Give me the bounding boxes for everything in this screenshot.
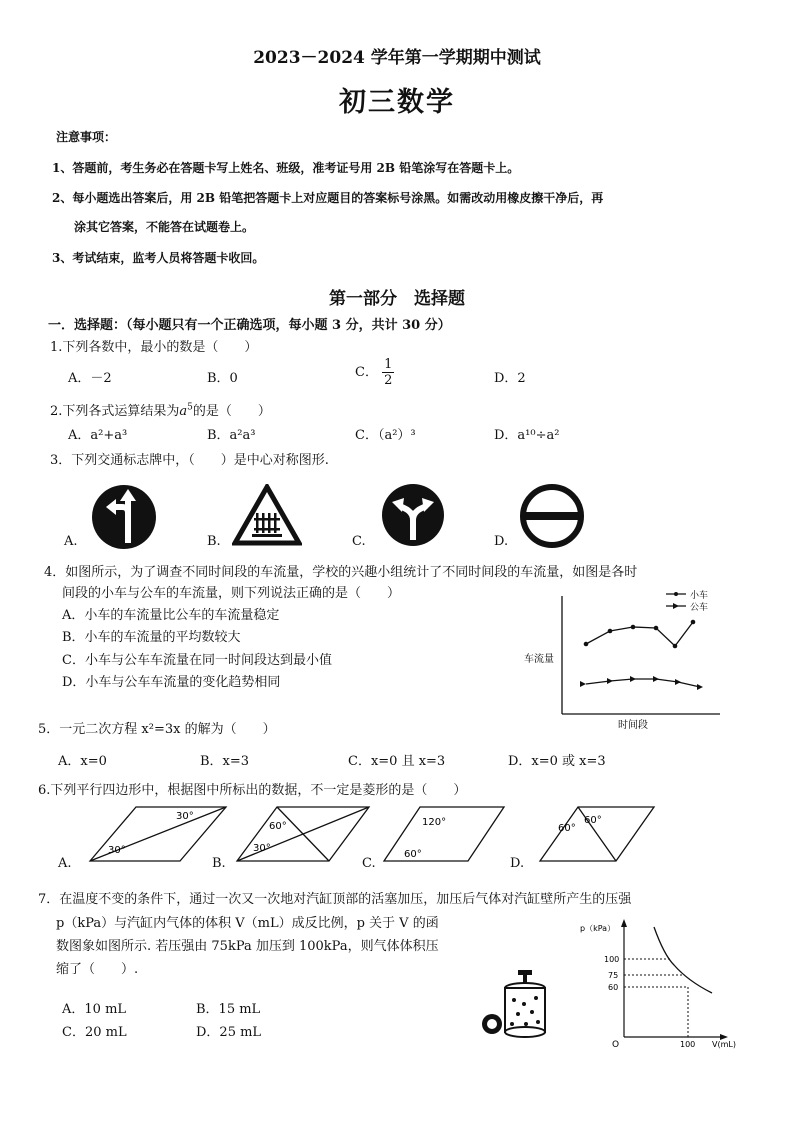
bus-point: [653, 676, 659, 682]
q5-option-c: C．x=0 且 x=3: [348, 754, 446, 769]
q2-option-b: B．a²a³: [207, 428, 256, 443]
angle-label: 30°: [176, 811, 194, 822]
railway-warning-sign-icon: [232, 484, 302, 546]
car-point: [654, 626, 659, 631]
q7-option-c: C．20 mL: [62, 1025, 127, 1040]
note-3: 3、考试结束，监考人员将答题卡收回。: [52, 251, 265, 265]
graph-y-arrow: [621, 919, 627, 927]
q3-option-b: B.: [207, 534, 221, 549]
q6-option-b: B.: [212, 856, 226, 871]
graph-x-label: V(mL): [712, 1040, 736, 1049]
parallelogram-d: [536, 803, 660, 865]
angle-label: 120°: [422, 817, 447, 828]
angle-label: 30°: [108, 845, 126, 856]
parallelogram-c: [380, 803, 510, 865]
legend-car-label: 小车: [690, 591, 709, 601]
section-intro: 一．选择题：（每小题只有一个正确选项，每小题 3 分，共计 30 分）: [48, 318, 451, 333]
q5-stem: 5．一元二次方程 x²=3x 的解为（ ）: [38, 722, 276, 737]
q2-stem: [50, 400, 271, 419]
car-point: [691, 620, 696, 625]
graph-tick-x100: 100: [680, 1040, 696, 1049]
q6-option-d: D.: [510, 856, 525, 871]
car-series-line: [586, 622, 693, 646]
q7-stem-4: 缩了（ ）.: [56, 962, 139, 977]
q2-option-a: A．a²+a³: [68, 428, 128, 443]
q6-stem: 6.下列平行四边形中，根据图中所标出的数据，不一定是菱形的是（ ）: [38, 783, 467, 798]
q4-stem-2: 间段的小车与公车的车流量，则下列说法正确的是（ ）: [62, 586, 401, 601]
exam-title: 2023－2024 学年第一学期期中测试: [253, 48, 541, 68]
car-point: [673, 644, 678, 649]
parallelogram-a: [84, 803, 234, 865]
q1-option-b: B．0: [207, 371, 238, 386]
note-2-cont: 涂其它答案，不能答在试题卷上。: [74, 220, 255, 234]
notes-heading: 注意事项：: [56, 130, 117, 144]
graph-y-label: p（kPa）: [580, 924, 616, 933]
fraction-denominator: 2: [384, 373, 393, 388]
legend-bus-marker: [673, 603, 679, 609]
angle-label: 30°: [253, 843, 271, 854]
angle-label: 60°: [558, 823, 576, 834]
angle-label: 60°: [269, 821, 287, 832]
car-point: [584, 642, 589, 647]
q1-stem: 1.下列各数中，最小的数是（ ）: [50, 340, 258, 355]
q6-option-a: A.: [58, 856, 72, 871]
legend-bus-label: 公车: [690, 603, 709, 613]
note-1: 1、答题前，考生务必在答题卡写上姓名、班级，准考证号用 2B 铅笔涂写在答题卡上。: [52, 161, 520, 175]
inverse-curve: [654, 927, 712, 993]
bus-point: [675, 679, 681, 685]
q2-stem-exp: 5: [187, 402, 193, 413]
pressure-volume-graph: [578, 915, 740, 1049]
q5-option-a: A．x=0: [58, 754, 107, 769]
q4-option-c: C．小车与公车车流量在同一时间段达到最小值: [62, 653, 332, 668]
graph-tick-60: 60: [608, 983, 619, 992]
q4-option-a: A．小车的车流量比公车的车流量稳定: [62, 608, 280, 623]
bus-point: [697, 684, 703, 690]
q7-option-b: B．15 mL: [196, 1002, 261, 1017]
parallelogram-b: [233, 803, 373, 865]
angle-label: 60°: [584, 815, 602, 826]
q3-option-a: A.: [64, 534, 78, 549]
q2-option-d: D．a¹⁰÷a²: [494, 428, 560, 443]
graph-tick-100: 100: [604, 955, 620, 964]
q2-stem-base: a: [179, 404, 188, 419]
fraction: [382, 357, 394, 388]
q6-option-c: C.: [362, 856, 376, 871]
q4-option-d: D．小车与公车车流量的变化趋势相同: [62, 675, 281, 690]
traffic-sign-a-icon: [90, 483, 158, 551]
bus-point: [630, 676, 636, 682]
q7-stem-3: 数图象如图所示. 若压强由 75kPa 加压到 100kPa，则气体体积压: [56, 939, 439, 954]
section-title: 第一部分 选择题: [329, 289, 465, 309]
q5-option-b: B．x=3: [200, 754, 250, 769]
car-point: [631, 625, 636, 630]
gas-cylinder-icon: [478, 968, 564, 1038]
fork-arrow-sign-icon: [380, 482, 446, 548]
q3-stem: 3．下列交通标志牌中，（ ）是中心对称图形.: [50, 453, 329, 468]
q4-option-b: B．小车的车流量的平均数较大: [62, 630, 241, 645]
bus-point: [607, 678, 613, 684]
legend-car-marker: [674, 592, 678, 596]
chart-x-label: 时间段: [618, 720, 648, 731]
traffic-flow-chart: [520, 586, 730, 732]
q3-option-c: C.: [352, 534, 366, 549]
bus-series-line: [586, 679, 700, 687]
q7-stem-2: p（kPa）与汽缸内气体的体积 V（mL）成反比例，p 关于 V 的函: [56, 916, 439, 931]
bus-point: [580, 681, 586, 687]
graph-origin: O: [612, 1040, 620, 1049]
q7-option-d: D．25 mL: [196, 1025, 262, 1040]
note-2: 2、每小题选出答案后，用 2B 铅笔把答题卡上对应题目的答案标号涂黑。如需改动用橡皮擦干净后，再: [52, 191, 604, 205]
car-point: [608, 629, 613, 634]
q7-option-a: A．10 mL: [62, 1002, 127, 1017]
q1-option-a: A．－2: [68, 371, 112, 386]
angle-label: 60°: [404, 849, 422, 860]
q5-option-d: D．x=0 或 x=3: [508, 754, 606, 769]
circle-bar-sign-icon: [520, 484, 584, 548]
q2-stem-pre: 2.下列各式运算结果为: [50, 404, 180, 419]
q4-stem-1: 4．如图所示，为了调查不同时间段的车流量，学校的兴趣小组统计了不同时间段的车流量，如图是各时: [44, 565, 638, 580]
q3-option-d: D.: [494, 534, 509, 549]
fraction-numerator: 1: [384, 357, 393, 372]
q2-option-c: C．（a²）³: [355, 428, 416, 443]
q1-option-c-label: C．: [355, 365, 378, 380]
q2-stem-post: 的是（ ）: [192, 404, 271, 419]
q7-stem-1: 7．在温度不变的条件下，通过一次又一次地对汽缸顶部的活塞加压，加压后气体对汽缸壁所产生的压强: [38, 892, 632, 907]
graph-tick-75: 75: [608, 971, 619, 980]
subject-title: 初三数学: [339, 87, 455, 118]
q1-option-d: D．2: [494, 371, 526, 386]
q1-option-c: [355, 357, 394, 388]
chart-y-label: 车流量: [524, 654, 554, 665]
